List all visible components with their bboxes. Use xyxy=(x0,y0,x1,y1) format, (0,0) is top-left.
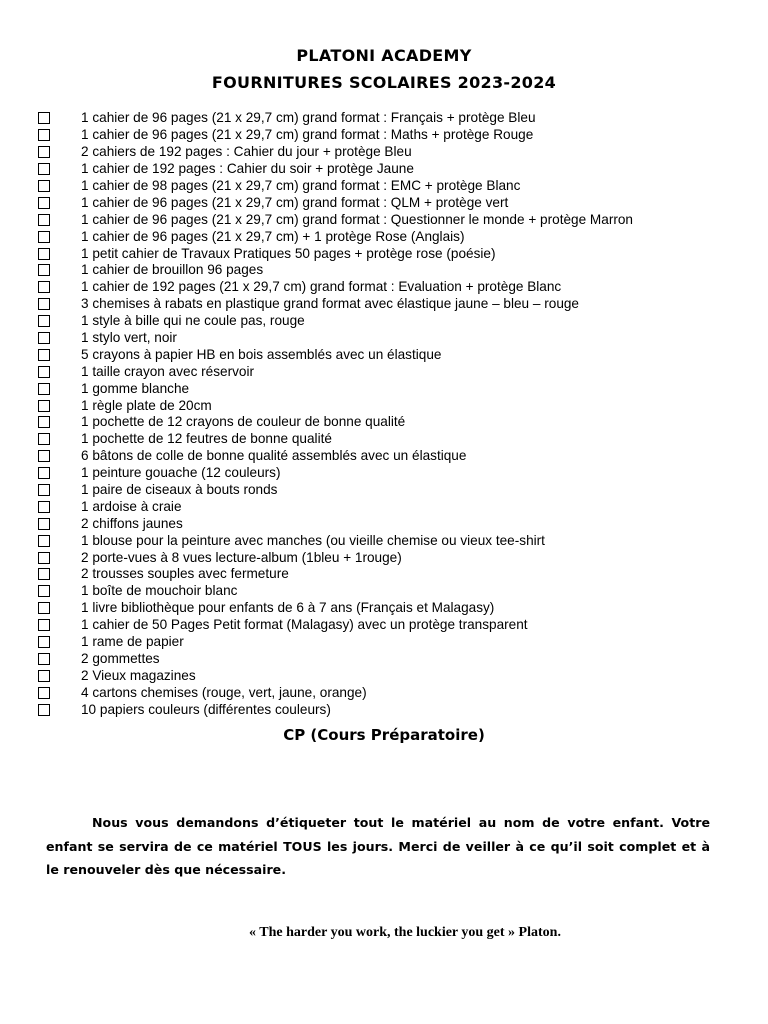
list-item xyxy=(38,245,738,262)
supply-checklist xyxy=(38,110,738,718)
list-item xyxy=(38,532,738,549)
checkbox[interactable] xyxy=(38,281,50,293)
list-item xyxy=(38,617,738,634)
list-item-label: 5 crayons à papier HB en bois assemblés avec un élastique xyxy=(81,346,442,362)
list-item-label: 1 cahier de brouillon 96 pages xyxy=(81,262,264,278)
list-item xyxy=(38,228,738,245)
checkbox[interactable] xyxy=(38,248,50,260)
checkbox[interactable] xyxy=(38,568,50,580)
list-item xyxy=(38,600,738,617)
list-item xyxy=(38,330,738,347)
checkbox[interactable] xyxy=(38,518,50,530)
list-item xyxy=(38,380,738,397)
school-name: PLATONI ACADEMY xyxy=(296,46,472,65)
checkbox[interactable] xyxy=(38,484,50,496)
checkbox[interactable] xyxy=(38,180,50,192)
list-item xyxy=(38,498,738,515)
list-item xyxy=(38,110,738,127)
list-item xyxy=(38,448,738,465)
list-item xyxy=(38,346,738,363)
list-item-label: 1 cahier de 50 Pages Petit format (Malagasy) avec un protège transparent xyxy=(81,617,528,633)
checkbox[interactable] xyxy=(38,687,50,699)
checkbox[interactable] xyxy=(38,636,50,648)
list-item-label: 2 gommettes xyxy=(81,650,160,666)
checkbox[interactable] xyxy=(38,535,50,547)
checkbox[interactable] xyxy=(38,704,50,716)
list-item xyxy=(38,651,738,668)
list-item xyxy=(38,465,738,482)
list-item xyxy=(38,296,738,313)
list-item-label: 1 paire de ciseaux à bouts ronds xyxy=(81,482,278,498)
list-item xyxy=(38,194,738,211)
checkbox[interactable] xyxy=(38,146,50,158)
list-item-label: 1 règle plate de 20cm xyxy=(81,397,212,413)
checkbox[interactable] xyxy=(38,619,50,631)
checkbox[interactable] xyxy=(38,501,50,513)
list-item xyxy=(38,634,738,651)
list-item xyxy=(38,482,738,499)
list-item-label: 1 cahier de 96 pages (21 x 29,7 cm) grand format : Questionner le monde + protège Marron xyxy=(81,211,633,227)
checkbox[interactable] xyxy=(38,602,50,614)
list-item-label: 1 pochette de 12 crayons de couleur de bonne qualité xyxy=(81,414,406,430)
checkbox[interactable] xyxy=(38,112,50,124)
list-item-label: 4 cartons chemises (rouge, vert, jaune, orange) xyxy=(81,684,367,700)
list-item-label: 1 rame de papier xyxy=(81,634,184,650)
checkbox[interactable] xyxy=(38,332,50,344)
checkbox[interactable] xyxy=(38,653,50,665)
document-title: FOURNITURES SCOLAIRES 2023-2024 xyxy=(211,73,557,92)
parent-notice: Nous vous demandons d’étiqueter tout le matériel au nom de votre enfant. Votre enfant se servira de ce matériel TOUS les jours. Merci de veiller à ce qu’il soit complet et à le renouveler dès que nécessaire. xyxy=(46,815,710,877)
checkbox[interactable] xyxy=(38,552,50,564)
list-item-label: 1 ardoise à craie xyxy=(81,498,182,514)
list-item xyxy=(38,211,738,228)
list-item-label: 1 cahier de 192 pages : Cahier du soir + protège Jaune xyxy=(81,161,414,177)
list-item xyxy=(38,549,738,566)
list-item-label: 6 bâtons de colle de bonne qualité assemblés avec un élastique xyxy=(81,448,467,464)
checkbox[interactable] xyxy=(38,264,50,276)
list-item xyxy=(38,262,738,279)
list-item xyxy=(38,701,738,718)
list-item xyxy=(38,127,738,144)
checkbox[interactable] xyxy=(38,349,50,361)
checkbox[interactable] xyxy=(38,400,50,412)
quote: « The harder you work, the luckier you get » Platon. xyxy=(249,925,561,940)
checkbox[interactable] xyxy=(38,416,50,428)
list-item xyxy=(38,363,738,380)
list-item-label: 1 peinture gouache (12 couleurs) xyxy=(81,465,281,481)
checkbox[interactable] xyxy=(38,585,50,597)
checkbox[interactable] xyxy=(38,231,50,243)
checkbox[interactable] xyxy=(38,214,50,226)
class-name: CP (Cours Préparatoire) xyxy=(283,726,485,744)
list-item xyxy=(38,313,738,330)
list-item-label: 1 gomme blanche xyxy=(81,380,190,396)
list-item xyxy=(38,414,738,431)
list-item-label: 2 cahiers de 192 pages : Cahier du jour + protège Bleu xyxy=(81,144,412,160)
list-item-label: 1 style à bille qui ne coule pas, rouge xyxy=(81,313,305,329)
list-item xyxy=(38,397,738,414)
list-item xyxy=(38,279,738,296)
list-item-label: 2 porte-vues à 8 vues lecture-album (1bleu + 1rouge) xyxy=(81,549,402,565)
list-item xyxy=(38,583,738,600)
list-item xyxy=(38,684,738,701)
list-item-label: 3 chemises à rabats en plastique grand format avec élastique jaune – bleu – rouge xyxy=(81,296,579,312)
list-item-label: 1 boîte de mouchoir blanc xyxy=(81,583,238,599)
checkbox[interactable] xyxy=(38,433,50,445)
checkbox[interactable] xyxy=(38,467,50,479)
list-item-label: 1 cahier de 96 pages (21 x 29,7 cm) grand format : QLM + protège vert xyxy=(81,194,509,210)
checkbox[interactable] xyxy=(38,315,50,327)
list-item-label: 1 stylo vert, noir xyxy=(81,330,177,346)
list-item-label: 1 pochette de 12 feutres de bonne qualité xyxy=(81,431,332,447)
list-item-label: 1 petit cahier de Travaux Pratiques 50 pages + protège rose (poésie) xyxy=(81,245,496,261)
list-item xyxy=(38,515,738,532)
list-item-label: 1 livre bibliothèque pour enfants de 6 à 7 ans (Français et Malagasy) xyxy=(81,600,495,616)
checkbox[interactable] xyxy=(38,298,50,310)
list-item xyxy=(38,431,738,448)
checkbox[interactable] xyxy=(38,129,50,141)
list-item xyxy=(38,566,738,583)
list-item-label: 1 blouse pour la peinture avec manches (ou vieille chemise ou vieux tee-shirt xyxy=(81,532,545,548)
list-item xyxy=(38,144,738,161)
checkbox[interactable] xyxy=(38,450,50,462)
list-item-label: 2 Vieux magazines xyxy=(81,667,196,683)
list-item-label: 1 taille crayon avec réservoir xyxy=(81,363,255,379)
list-item xyxy=(38,161,738,178)
checkbox[interactable] xyxy=(38,197,50,209)
list-item-label: 1 cahier de 96 pages (21 x 29,7 cm) grand format : Français + protège Bleu xyxy=(81,110,536,126)
list-item-label: 1 cahier de 192 pages (21 x 29,7 cm) grand format : Evaluation + protège Blanc xyxy=(81,279,562,295)
list-item-label: 1 cahier de 96 pages (21 x 29,7 cm) grand format : Maths + protège Rouge xyxy=(81,127,534,143)
list-item xyxy=(38,667,738,684)
checkbox[interactable] xyxy=(38,163,50,175)
list-item xyxy=(38,178,738,195)
list-item-label: 1 cahier de 96 pages (21 x 29,7 cm) + 1 protège Rose (Anglais) xyxy=(81,228,465,244)
checkbox[interactable] xyxy=(38,366,50,378)
list-item-label: 2 trousses souples avec fermeture xyxy=(81,566,289,582)
list-item-label: 10 papiers couleurs (différentes couleurs) xyxy=(81,701,331,717)
checkbox[interactable] xyxy=(38,670,50,682)
checkbox[interactable] xyxy=(38,383,50,395)
list-item-label: 1 cahier de 98 pages (21 x 29,7 cm) grand format : EMC + protège Blanc xyxy=(81,178,521,193)
list-item-label: 2 chiffons jaunes xyxy=(81,515,183,531)
